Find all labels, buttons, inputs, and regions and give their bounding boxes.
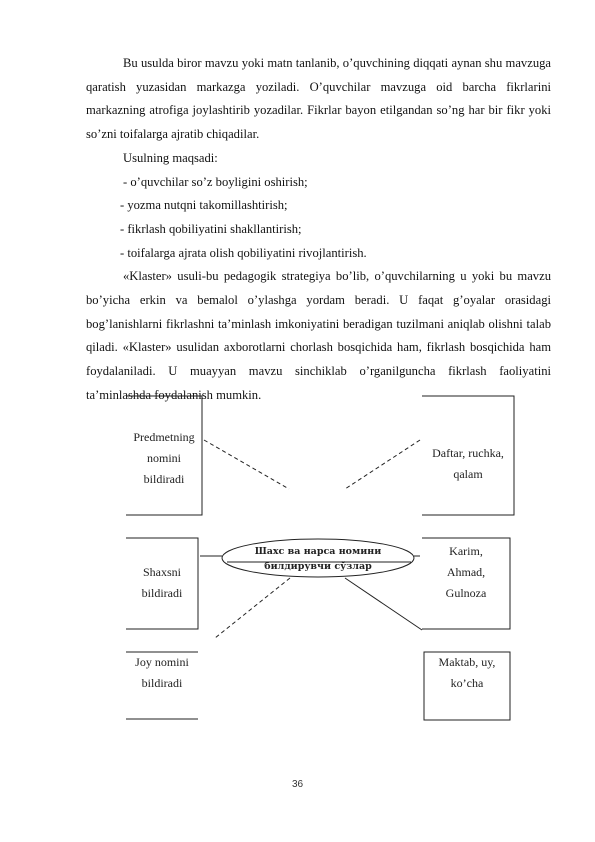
box-maktab: [424, 652, 510, 694]
connector-bottom-left: [215, 578, 290, 638]
box-daftar-label: Daftar, ruchka, qalam: [432, 446, 504, 481]
box-shaxs-label: Shaxsni bildiradi: [141, 565, 183, 600]
connector-bottom-right: [345, 578, 422, 630]
center-label-line1: Шахс ва нарса номини: [254, 546, 382, 557]
box-joy-label: Joy nomini bildiradi: [135, 655, 189, 690]
paragraph-intro: Bu usulda biror mavzu yoki matn tanlanib, o’quvchining diqqati aynan shu mavzuga qaratish yuzasidan markazga yoziladi. O’quvchilar mavzuga oid barcha fikrlarini markazning atrofiga joylashtirib yozadilar. Fikrlar bayon etilgandan so’ng har bir fikr yoki so’zni toifalarga ajratib chiqadilar.: [86, 56, 551, 142]
page-number: 36: [291, 779, 304, 790]
box-names: [422, 538, 510, 606]
box-joy: [126, 652, 198, 694]
box-predmet-label: Predmetning nomini bildiradi: [133, 429, 195, 486]
box-predmet: [126, 412, 202, 504]
purpose-item: - toifalarga ajrata olish qobiliyatini rivojlantirish.: [120, 245, 367, 260]
center-label-line2: билдирувчи сўзлар: [264, 561, 372, 572]
connector-top-left: [204, 440, 289, 489]
purpose-item: - o’quvchilar so’z boyligini oshirish;: [123, 174, 308, 189]
purpose-heading: Usulning maqsadi:: [123, 150, 218, 165]
purpose-item: - yozma nutqni takomillashtirish;: [120, 198, 288, 213]
box-shaxs: [126, 558, 198, 608]
box-daftar: [422, 440, 514, 488]
box-names-label: Karim, Ahmad, Gulnoza: [445, 543, 487, 600]
paragraph-klaster: «Klaster» usuli-bu pedagogik strategiya bo’lib, o’quvchilarning u yoki bu mavzu bo’yicha erkin va bemalol o’ylashga yordam beradi. U faqat g’oyalar orasidagi bog’lanishlarni fikrlashni ta’minlash imkoniyatini beradigan tuzilmani aniqlab olishni talab qiladi. «Klaster» usulidan axborotlarni chorlash bosqichida ham, fikrlash bosqichida ham foydalaniladi. U muayyan mavzu sinchiklab o’rganilguncha fikrlash faoliyatini ta’minlashda foydalanish mumkin.: [86, 269, 551, 402]
connector-top-right: [345, 440, 420, 489]
box-maktab-label: Maktab, uy, ko’cha: [438, 655, 496, 690]
purpose-item: - fikrlash qobiliyatini shakllantirish;: [120, 221, 302, 236]
